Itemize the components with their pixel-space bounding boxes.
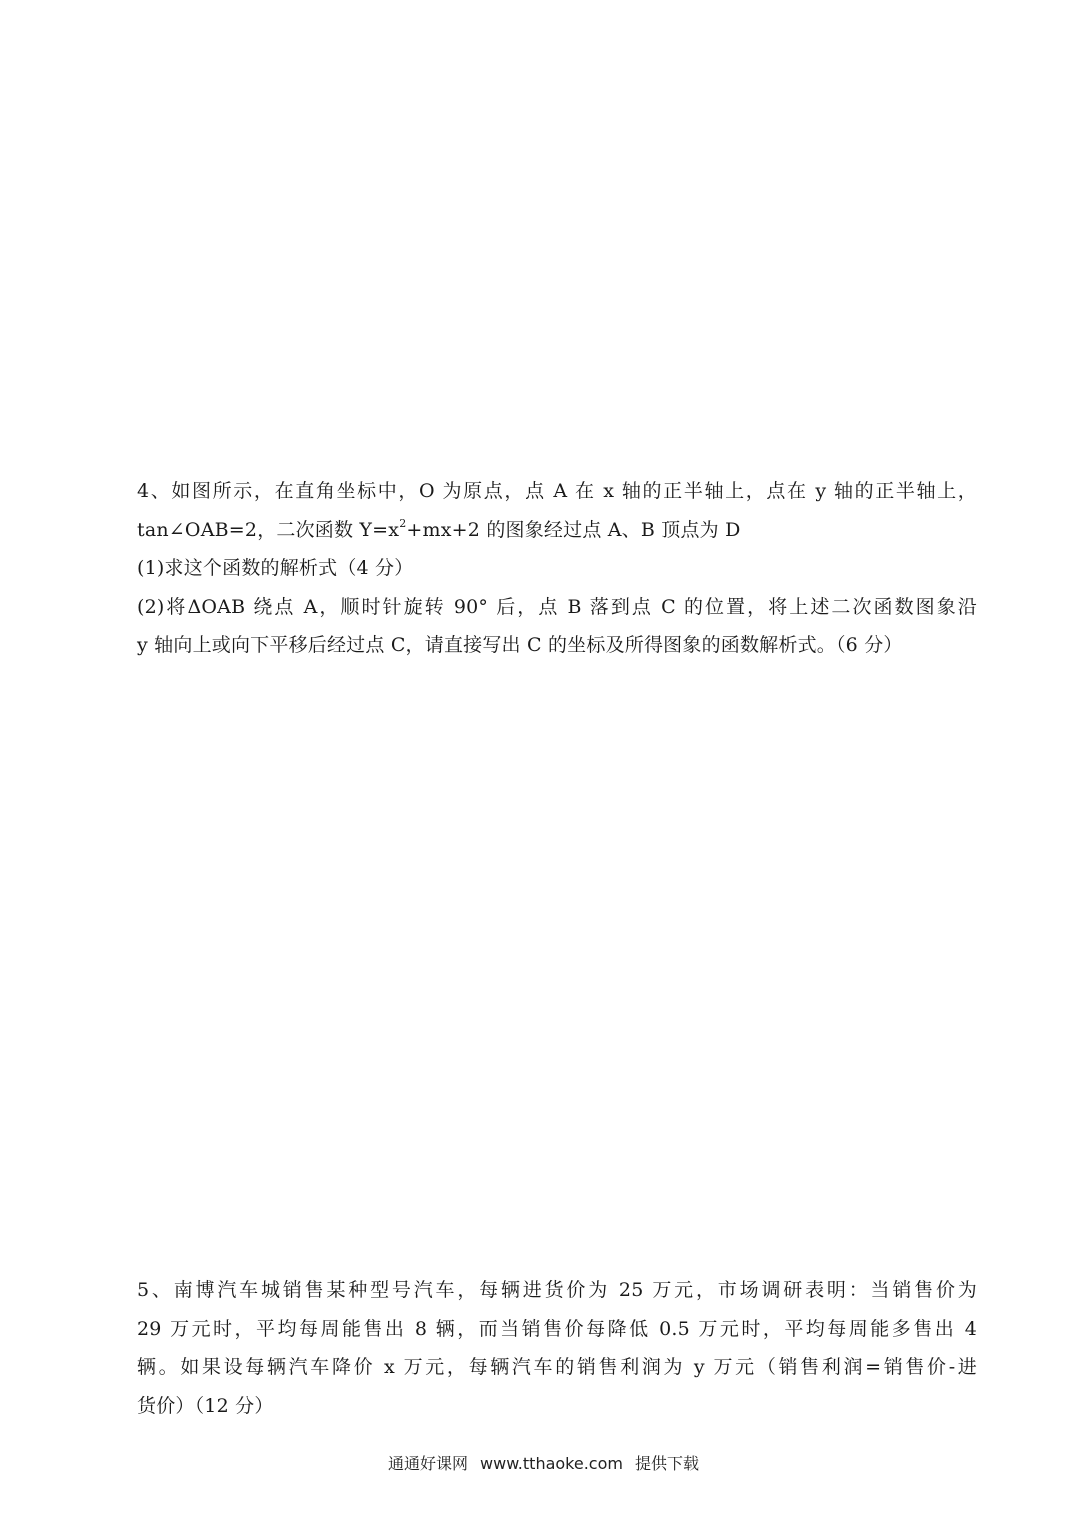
- problem4-part2-line2: y 轴向上或向下平移后经过点 C，请直接写出 C 的坐标及所得图象的函数解析式。（6 分）: [137, 634, 903, 656]
- footer-url[interactable]: www.tthaoke.com: [480, 1454, 623, 1473]
- problem4-part1: (1)求这个函数的解析式（4 分）: [137, 557, 414, 579]
- problem4-line2-post: +mx+2 的图象经过点 A、B 顶点为 D: [406, 519, 741, 541]
- problem5-line2: 29 万元时，平均每周能售出 8 辆，而当销售价每降低 0.5 万元时，平均每周能多售出 4: [137, 1318, 977, 1340]
- problem4-part2-line1: (2)将ΔOAB 绕点 A，顺时针旋转 90° 后，点 B 落到点 C 的位置，将上述二次函数图象沿: [137, 596, 977, 618]
- page-footer: [0, 1453, 1087, 1475]
- problem4-line1: 4、如图所示，在直角坐标中，O 为原点，点 A 在 x 轴的正半轴上，点在 y 轴的正半轴上，: [137, 480, 977, 502]
- problem4-exponent: 2: [399, 516, 407, 530]
- problem5-line4: 货价）（12 分）: [137, 1395, 274, 1417]
- problem5-line1: 5、南博汽车城销售某种型号汽车，每辆进货价为 25 万元，市场调研表明：当销售价为: [137, 1279, 977, 1301]
- problem5-line3: 辆。如果设每辆汽车降价 x 万元，每辆汽车的销售利润为 y 万元（销售利润=销售价-进: [137, 1356, 977, 1378]
- problem4-line2-pre: tan∠OAB=2，二次函数 Y=x: [137, 519, 400, 541]
- footer-site-name: 通通好课网: [388, 1454, 469, 1473]
- problem4-line2: [137, 518, 977, 542]
- footer-download-text: 提供下载: [634, 1454, 699, 1473]
